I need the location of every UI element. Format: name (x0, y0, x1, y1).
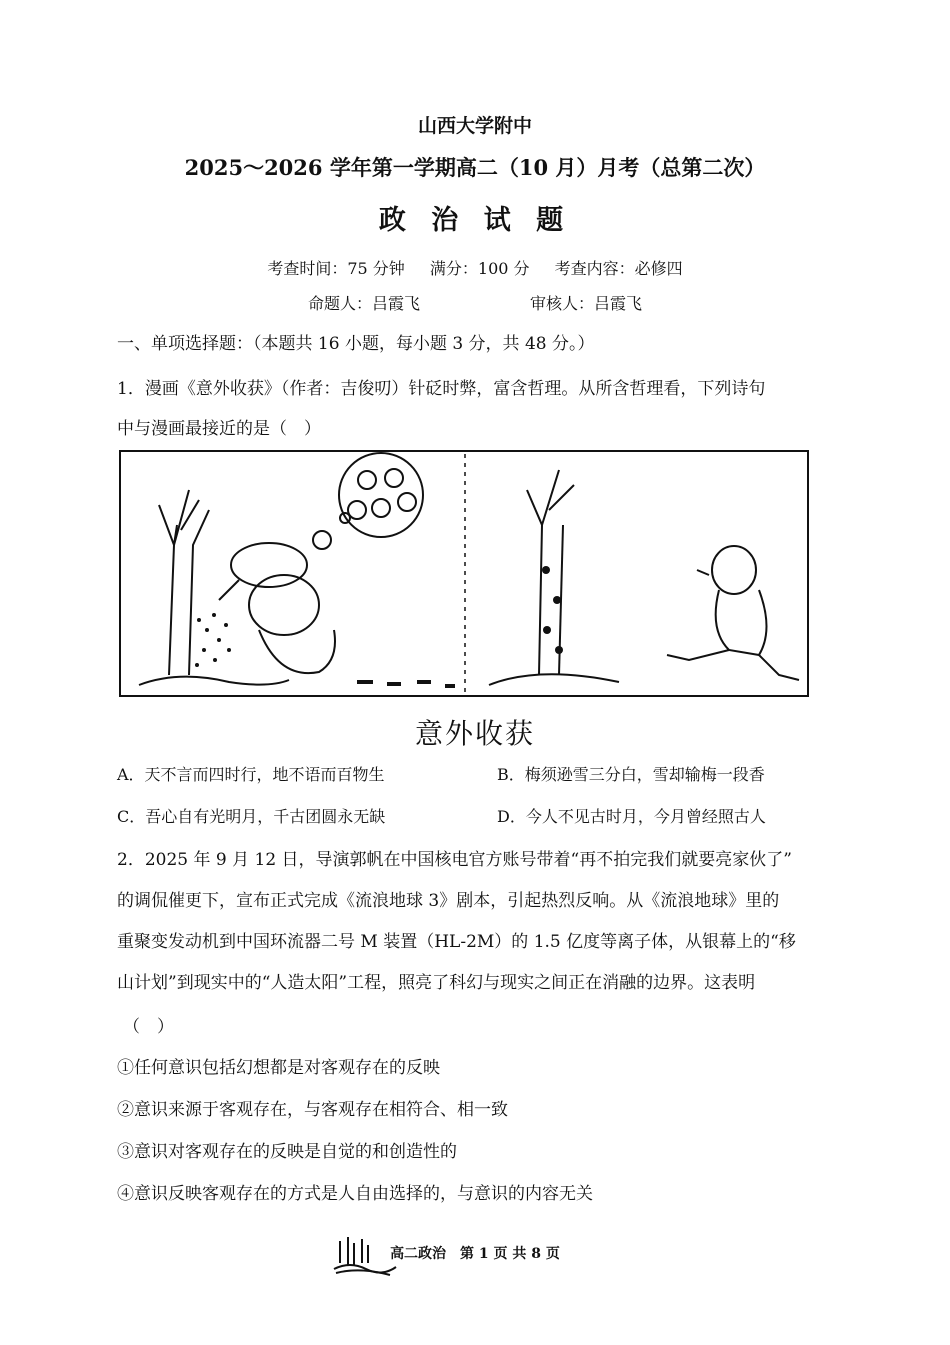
q2-stem-line3: 重聚变发动机到中国环流器二号 M 装置（HL-2M）的 1.5 亿度等离子体，从银幕上的“移 (117, 932, 796, 952)
cartoon-caption: 意外收获 (414, 717, 535, 750)
exam-authors (0, 291, 950, 314)
subject-title: 政 治 试 题 (378, 205, 572, 236)
school-name: 山西大学附中 (417, 115, 532, 137)
q1-option-d: D．今人不见古时月，今月曾经照古人 (497, 807, 766, 826)
exam-title: 2025～2026 学年第一学期高二（10 月）月考（总第二次） (184, 155, 766, 180)
q2-statement-4: ④意识反映客观存在的方式是人自由选择的，与意识的内容无关 (117, 1184, 593, 1204)
exam-content: 考查内容：必修四 (554, 259, 683, 278)
section-title: 一、单项选择题：（本题共 16 小题，每小题 3 分，共 48 分。） (117, 334, 595, 354)
q2-statement-2: ②意识来源于客观存在，与客观存在相符合、相一致 (117, 1100, 508, 1120)
q1-option-c: C．吾心自有光明月，千古团圆永无缺 (117, 807, 386, 826)
q1-stem-line2: 中与漫画最接近的是（ ） (117, 419, 321, 439)
exam-score: 满分：100 分 (429, 259, 530, 278)
q2-stem-line4: 山计划”到现实中的“人造太阳”工程，照亮了科幻与现实之间正在消融的边界。这表明 (117, 973, 756, 993)
reviewer: 审核人：吕霞飞 (530, 294, 643, 313)
q2-stem-line2: 的调侃催更下，宣布正式完成《流浪地球 3》剧本，引起热烈反响。从《流浪地球》里的 (117, 891, 780, 911)
q1-stem-line1: 1．漫画《意外收获》（作者：吉俊叨）针砭时弊，富含哲理。从所含哲理看，下列诗句 (117, 379, 766, 399)
q2-statement-3: ③意识对客观存在的反映是自觉的和创造性的 (117, 1142, 457, 1162)
page-footer: 高二政治 第 1 页 共 8 页 (390, 1246, 560, 1262)
q1-option-a: A．天不言而四时行，地不语而百物生 (117, 765, 385, 784)
exam-time: 考查时间：75 分钟 (267, 259, 405, 278)
setter: 命题人：吕霞飞 (307, 294, 420, 313)
q2-stem-line1: 2．2025 年 9 月 12 日，导演郭帆在中国核电官方账号带着“再不拍完我们就要亮家伙了” (117, 850, 792, 870)
q2-statement-1: ①任何意识包括幻想都是对客观存在的反映 (117, 1058, 440, 1078)
q1-option-b: B．梅须逊雪三分白，雪却输梅一段香 (497, 765, 765, 784)
q2-stem-line5: （ ） (123, 1017, 174, 1037)
cartoon-illustration (119, 450, 809, 697)
exam-info (0, 256, 950, 279)
